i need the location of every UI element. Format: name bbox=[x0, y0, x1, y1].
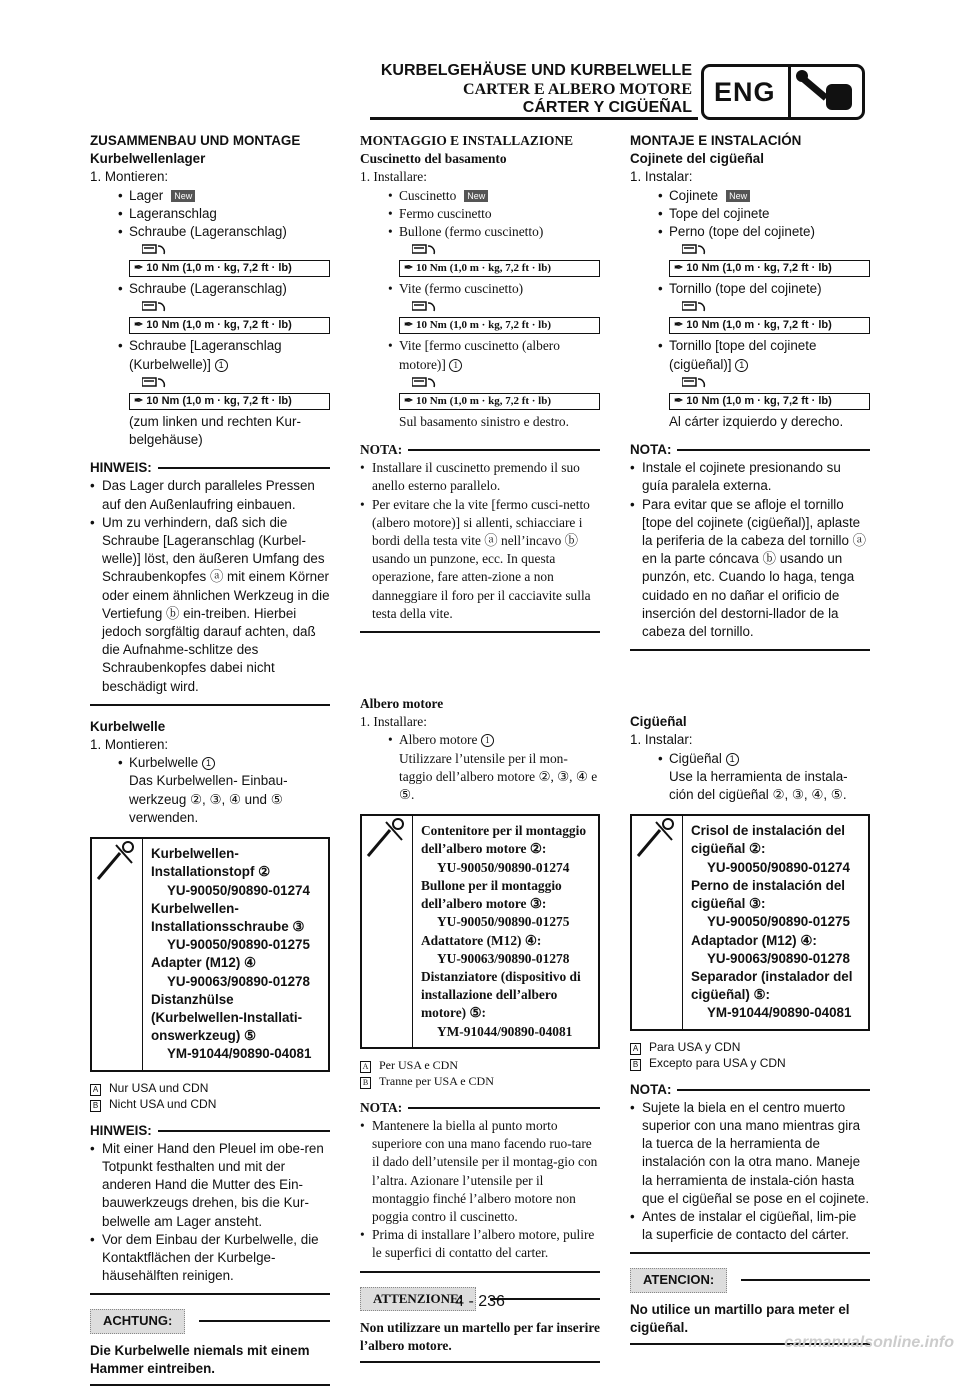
torque-spec: ✒ 10 Nm (1,0 m · kg, 7,2 ft · lb) bbox=[399, 260, 600, 277]
region-b: B Excepto para USA y CDN bbox=[630, 1055, 870, 1071]
subsection-crankshaft: Albero motore bbox=[360, 696, 444, 712]
note-block-1: NOTA: • Installare il cuscinetto premendo il suo anello esterno parallelo. • Per evitare che la vite [fermo cusci-netto (albero motore)] si allenti, schiacciare i bordi della testa vite ⓐ nell’incavo ⓑ usando un punzone, ecc. In questa operazione, fare atten-zione a non danneggiare il foro per il cacciavite sulla testa della vite. bbox=[360, 441, 600, 623]
wrench-torque-icon bbox=[142, 243, 330, 257]
caution-text: Non utilizzare un martello per far inserire l’albero motore. bbox=[360, 1319, 600, 1353]
section-title: MONTAJE E INSTALACIÓN bbox=[630, 133, 802, 148]
item-bolt: • Perno (tope del cojinete) bbox=[630, 223, 870, 241]
torque-spec: ✒ 10 Nm (1,0 m · kg, 7,2 ft · lb) bbox=[669, 317, 870, 334]
region-b: B Tranne per USA e CDN bbox=[360, 1073, 600, 1089]
note-block-2: HINWEIS: • Mit einer Hand den Pleuel im obe-ren Totpunkt festhalten und mit der anderen Hand die Mutter des Ein-bauwerkzeugs drehen, bis die Kur-belwelle am Lager ansteht. • Vor dem Einbau der Kurbelwelle, die Kontaktflächen der Kurbelge-häusehälften reinigen. bbox=[90, 1122, 330, 1286]
item-tool-note: Use la herramienta de instala-ción del cigüeñal ②, ③, ④, ⑤. bbox=[669, 768, 848, 803]
torque-spec: ✒ 10 Nm (1,0 m · kg, 7,2 ft · lb) bbox=[669, 260, 870, 277]
caution-label: ATENCION: bbox=[630, 1268, 870, 1292]
special-tool-box: Contenitore per il montaggio dell’albero motore ②: YU-90050/90890-01274 Bullone per il montaggio dell’albero motore ③: YU-90050/90890-01275 Adattatore (M12) ④: YU-90063/90890-01278 Distanziatore (dispositivo di installazione dell’albero motore) ⑤: YM-91044/90890-04081 bbox=[360, 814, 600, 1048]
item-stopper: • Fermo cuscinetto bbox=[360, 205, 600, 223]
subsection-crankshaft: Kurbelwelle bbox=[90, 718, 166, 734]
header-rule bbox=[370, 117, 698, 120]
eng-badge bbox=[701, 64, 865, 120]
step-1: 1. Installare: bbox=[360, 169, 427, 185]
step-2: 1. Montieren: bbox=[90, 737, 169, 753]
wrench-torque-icon bbox=[412, 243, 600, 257]
region-b: B Nicht USA und CDN bbox=[90, 1096, 330, 1112]
caution-text: Die Kurbelwelle niemals mit einem Hammer eintreiben. bbox=[90, 1342, 310, 1376]
special-tool-box: Kurbelwellen-Installationstopf ② YU-90050/90890-01274 Kurbelwellen-Installationsschraube ③ YU-90050/90890-01275 Adapter (M12) ④ YU-90063/90890-01278 Distanzhülse (Kurbelwellen-Installati-onswerkzeug) ⑤ YM-91044/90890-04081 bbox=[90, 837, 330, 1071]
caution-label: ACHTUNG: bbox=[90, 1309, 330, 1333]
item-bearing: • Cojinete New bbox=[630, 187, 870, 205]
torque-spec: ✒ 10 Nm (1,0 m · kg, 7,2 ft · lb) bbox=[129, 260, 330, 277]
torque-spec: ✒ 10 Nm (1,0 m · kg, 7,2 ft · lb) bbox=[129, 393, 330, 410]
torque-spec: ✒ 10 Nm (1,0 m · kg, 7,2 ft · lb) bbox=[669, 393, 870, 410]
tools-icon bbox=[92, 839, 143, 1069]
step-1: 1. Instalar: bbox=[630, 169, 693, 185]
item-screw-crank: • Schraube [Lageranschlag bbox=[90, 337, 330, 355]
tools-icon bbox=[632, 816, 683, 1028]
wrench-torque-icon bbox=[682, 376, 870, 390]
region-a: A Para USA y CDN bbox=[630, 1039, 870, 1055]
item-stopper: • Lageranschlag bbox=[90, 205, 330, 223]
item-crankshaft: • Cigüeñal 1 bbox=[630, 750, 870, 768]
region-a: A Nur USA und CDN bbox=[90, 1080, 330, 1096]
subsection-crankshaft: Cigüeñal bbox=[630, 714, 687, 730]
wrench-torque-icon bbox=[142, 300, 330, 314]
item-note: Sul basamento sinistro e destro. bbox=[399, 413, 569, 429]
eng-label: ENG bbox=[714, 77, 776, 107]
new-badge: New bbox=[464, 190, 488, 202]
step-1: 1. Montieren: bbox=[90, 169, 169, 185]
note-block-1: HINWEIS: • Das Lager durch paralleles Pressen auf den Außenlaufring einbauen. • Um zu verhindern, daß sich die Schraube [Lageranschlag (Kurbel-welle)] löst, den äußeren Umfang des Schraubenkopfes ⓐ mit einem Körner oder einem ähnlichen Werkzeug in die Vertiefung ⓑ ein-treiben. Hierbei jedoch sorgfältig darauf achten, daß die Aufnahme-schlitze des Schraubenkopfes dabei nicht beschädigt wird. bbox=[90, 459, 330, 696]
subsection-bearing: Cuscinetto del basamento bbox=[360, 151, 507, 167]
item-tool-note: Das Kurbelwellen- Einbau-werkzeug ②, ③, ④ und ⑤ verwenden. bbox=[129, 773, 288, 825]
subsection-bearing: Kurbelwellenlager bbox=[90, 151, 206, 167]
wrench-torque-icon bbox=[412, 376, 600, 390]
item-screw: • Vite (fermo cuscinetto) bbox=[360, 280, 600, 298]
item-screw: • Schraube (Lageranschlag) bbox=[90, 280, 330, 298]
item-screw-crank: • Vite [fermo cuscinetto (albero bbox=[360, 337, 600, 355]
step-2: 1. Instalar: bbox=[630, 732, 693, 748]
wrench-torque-icon bbox=[682, 243, 870, 257]
item-bearing: • Lager New bbox=[90, 187, 330, 205]
new-badge: New bbox=[726, 190, 750, 202]
section-title: MONTAGGIO E INSTALLAZIONE bbox=[360, 133, 574, 148]
subsection-bearing: Cojinete del cigüeñal bbox=[630, 151, 764, 167]
special-tool-box: Crisol de instalación del cigüeñal ②: YU-90050/90890-01274 Perno de instalación del cigüeñal ③: YU-90050/90890-01275 Adaptador (M12) ④: YU-90063/90890-01278 Separador (instalador del cigüeñal) ⑤: YM-91044/90890-04081 bbox=[630, 814, 870, 1030]
tools-icon bbox=[362, 816, 413, 1046]
new-badge: New bbox=[171, 190, 195, 202]
column-german: ZUSAMMENBAU UND MONTAGE Kurbelwellenlager 1. Montieren: • Lager New • Lageranschlag • Schraube (Lageranschlag) ✒ 10 Nm (1,0 m · kg, 7,2 ft · lb) • Schraube (Lageranschlag) ✒ 10 Nm (1,0 m · kg, 7,2 ft · lb) • Schraube [Lageranschlag (Kurbelwelle)] 1 ✒ 10 Nm (1,0 m · kg, 7,2 ft · lb) (zum linken und rechten Kur- belgehäuse) HINWEIS: • Das Lager durch paralleles Pressen auf den Außenlaufring einbauen. • Um zu verhindern, daß sich die Schraube [Lageranschlag (Kurbel-welle)] löst, den äußeren Umfang des Schraubenkopfes ⓐ mit einem Körner oder einem ähnlichen Werkzeug in die Vertiefung ⓑ ein-treiben. Hierbei jedoch sorgfältig darauf achten, daß die Aufnahme-schlitze des Schraubenkopfes dabei nicht beschädigt wird. Kurbelwelle 1. Montieren: • Kurbelwelle 1 Das Kurbelwellen- Einbau-werkzeug ②, ③, ④ und ⑤ verwenden. Kurbelwellen-Installationstopf ② YU-90050/90890-01274 Kurbelwellen-Installationsschraube ③ YU-90050/90890-01275 Adapter (M12) ④ YU-90063/90890-01278 Distanzhülse (Kurbelwellen-Installati-onswerkzeug) ⑤ YM-91044/90890-04081 A Nur USA und CDN B Nicht USA und CDN HINWEIS: • Mit einer Hand den Pleuel im obe-ren Totpunkt festhalten und mit der anderen Hand die Mutter des Ein-bauwerkzeugs drehen, bis die Kur-belwelle am Lager ansteht. • Vor dem Einbau der Kurbelwelle, die Kontaktflächen der Kurbelge-häusehälften reinigen. ACHTUNG: Die Kurbelwelle niemals mit einem Hammer eintreiben. bbox=[90, 132, 330, 1396]
header-title-de: KURBELGEHÄUSE UND KURBELWELLE bbox=[380, 62, 692, 79]
item-note: (zum linken und rechten Kur- bbox=[129, 413, 301, 429]
header-title-it: CARTER E ALBERO MOTORE bbox=[463, 81, 692, 98]
torque-spec: ✒ 10 Nm (1,0 m · kg, 7,2 ft · lb) bbox=[129, 317, 330, 334]
caution-label: ATTENZIONE: bbox=[360, 1287, 600, 1311]
step-2: 1. Installare: bbox=[360, 714, 427, 730]
wrench-torque-icon bbox=[142, 376, 330, 390]
item-stopper: • Tope del cojinete bbox=[630, 205, 870, 223]
item-note: Al cárter izquierdo y derecho. bbox=[669, 413, 844, 429]
note-block-2: NOTA: • Mantenere la biella al punto morto superiore con una mano facendo ruo-tare il dado dell’utensile per il montag-gio con l’altra. Azionare l’utensile per il montaggio finché l’albero motore non poggia contro il cuscinetto. • Prima di installare l’albero motore, pulire le superfici di contatto del carter. bbox=[360, 1099, 600, 1263]
wrench-torque-icon bbox=[412, 300, 600, 314]
column-italian: MONTAGGIO E INSTALLAZIONE Cuscinetto del basamento 1. Installare: • Cuscinetto New • Fermo cuscinetto • Bullone (fermo cuscinetto) ✒ 10 Nm (1,0 m · kg, 7,2 ft · lb) • Vite (fermo cuscinetto) ✒ 10 Nm (1,0 m · kg, 7,2 ft · lb) • Vite [fermo cuscinetto (albero motore)] 1 ✒ 10 Nm (1,0 m · kg, 7,2 ft · lb) Sul basamento sinistro e destro. NOTA: • Installare il cuscinetto premendo il suo anello esterno parallelo. • Per evitare che la vite [fermo cusci-netto (albero motore)] si allenti, schiacciare i bordi della testa vite ⓐ nell’incavo ⓑ usando un punzone, ecc. In questa operazione, fare atten-zione a non danneggiare il foro per il cacciavite sulla testa della vite. Albero motore 1. Installare: • Albero motore 1 Utilizzare l’utensile per il mon-taggio dell’albero motore ②, ③, ④ e ⑤. Contenitore per il montaggio dell’albero motore ②: YU-90050/90890-01274 Bullone per il montaggio dell’albero motore ③: YU-90050/90890-01275 Adattatore (M12) ④: YU-90063/90890-01278 Distanziatore (dispositivo di installazione dell’albero motore) ⑤: YM-91044/90890-04081 A Per USA e CDN B Tranne per USA e CDN NOTA: • Mantenere la biella al punto morto superiore con una mano facendo ruo-tare il dado dell’utensile per il montag-gio con l’altra. Azionare l’utensile per il montaggio finché l’albero motore non poggia contro il cuscinetto. • Prima di installare l’albero motore, pulire le superfici di contatto del carter. ATTENZIONE: Non utilizzare un martello per far inserire l’albero motore. bbox=[360, 132, 600, 1373]
page-number: 4 - 236 bbox=[455, 1293, 505, 1310]
caution-text: No utilice un martillo para meter el cigüeñal. bbox=[630, 1301, 850, 1335]
note-block-1: NOTA: • Instale el cojinete presionando su guía paralela externa. • Para evitar que se afloje el tornillo [tope del cojinete (cigüeñal)], aplaste la periferia de la cabeza del tornillo ⓐ en la parte cóncava ⓑ usando un punzón, etc. Cuando lo haga, tenga cuidado en no dañar el orificio de inserción del destorni-llador de la cabeza del tornillo. bbox=[630, 441, 870, 641]
item-screw: • Tornillo (tope del cojinete) bbox=[630, 280, 870, 298]
torque-spec: ✒ 10 Nm (1,0 m · kg, 7,2 ft · lb) bbox=[399, 393, 600, 410]
item-screw-crank: • Tornillo [tope del cojinete bbox=[630, 337, 870, 355]
item-bearing: • Cuscinetto New bbox=[360, 187, 600, 205]
footer-watermark: carmanualsonline.info bbox=[784, 1334, 954, 1351]
item-crankshaft: • Kurbelwelle 1 bbox=[90, 754, 330, 772]
section-title: ZUSAMMENBAU UND MONTAGE bbox=[90, 133, 301, 148]
header-title-es: CÁRTER Y CIGÜEÑAL bbox=[522, 99, 692, 116]
torque-spec: ✒ 10 Nm (1,0 m · kg, 7,2 ft · lb) bbox=[399, 317, 600, 334]
item-tool-note: Utilizzare l’utensile per il mon-taggio dell’albero motore ②, ③, ④ e ⑤. bbox=[399, 750, 598, 803]
region-a: A Per USA e CDN bbox=[360, 1057, 600, 1073]
note-block-2: NOTA: • Sujete la biela en el centro muerto superior con una mano mientras gira la tuerca de la herramienta de instalación con la otra mano. Maneje la herramienta de instala-ción hasta que el cigüeñal se pose en el cojinete. • Antes de instalar el cigüeñal, lim-pie la superficie de contacto del cárter. bbox=[630, 1081, 870, 1245]
item-bolt: • Schraube (Lageranschlag) bbox=[90, 223, 330, 241]
wrench-torque-icon bbox=[682, 300, 870, 314]
engine-wrench-icon bbox=[796, 70, 860, 116]
column-spanish: MONTAJE E INSTALACIÓN Cojinete del cigüeñal 1. Instalar: • Cojinete New • Tope del cojinete • Perno (tope del cojinete) ✒ 10 Nm (1,0 m · kg, 7,2 ft · lb) • Tornillo (tope del cojinete) ✒ 10 Nm (1,0 m · kg, 7,2 ft · lb) • Tornillo [tope del cojinete (cigüeñal)] 1 ✒ 10 Nm (1,0 m · kg, 7,2 ft · lb) Al cárter izquierdo y derecho. NOTA: • Instale el cojinete presionando su guía paralela externa. • Para evitar que se afloje el tornillo [tope del cojinete (cigüeñal)], aplaste la periferia de la cabeza del tornillo ⓐ en la parte cóncava ⓑ usando un punzón, etc. Cuando lo haga, tenga cuidado en no dañar el orificio de inserción del destorni-llador de la cabeza del tornillo. Cigüeñal 1. Instalar: • Cigüeñal 1 Use la herramienta de instala-ción del cigüeñal ②, ③, ④, ⑤. Crisol de instalación del cigüeñal ②: YU-90050/90890-01274 Perno de instalación del cigüeñal ③: YU-90050/90890-01275 Adaptador (M12) ④: YU-90063/90890-01278 Separador (instalador del cigüeñal) ⑤: YM-91044/90890-04081 A Para USA y CDN B Excepto para USA y CDN NOTA: • Sujete la biela en el centro muerto superior con una mano mientras gira la tuerca de la herramienta de instalación con la otra mano. Maneje la herramienta de instala-ción hasta que el cigüeñal se pose en el cojinete. • Antes de instalar el cigüeñal, lim-pie la superficie de contacto del cárter. ATENCION: No utilice un martillo para meter el cigüeñal. bbox=[630, 132, 870, 1355]
item-crankshaft: • Albero motore 1 bbox=[360, 731, 600, 749]
item-bolt: • Bullone (fermo cuscinetto) bbox=[360, 223, 600, 241]
